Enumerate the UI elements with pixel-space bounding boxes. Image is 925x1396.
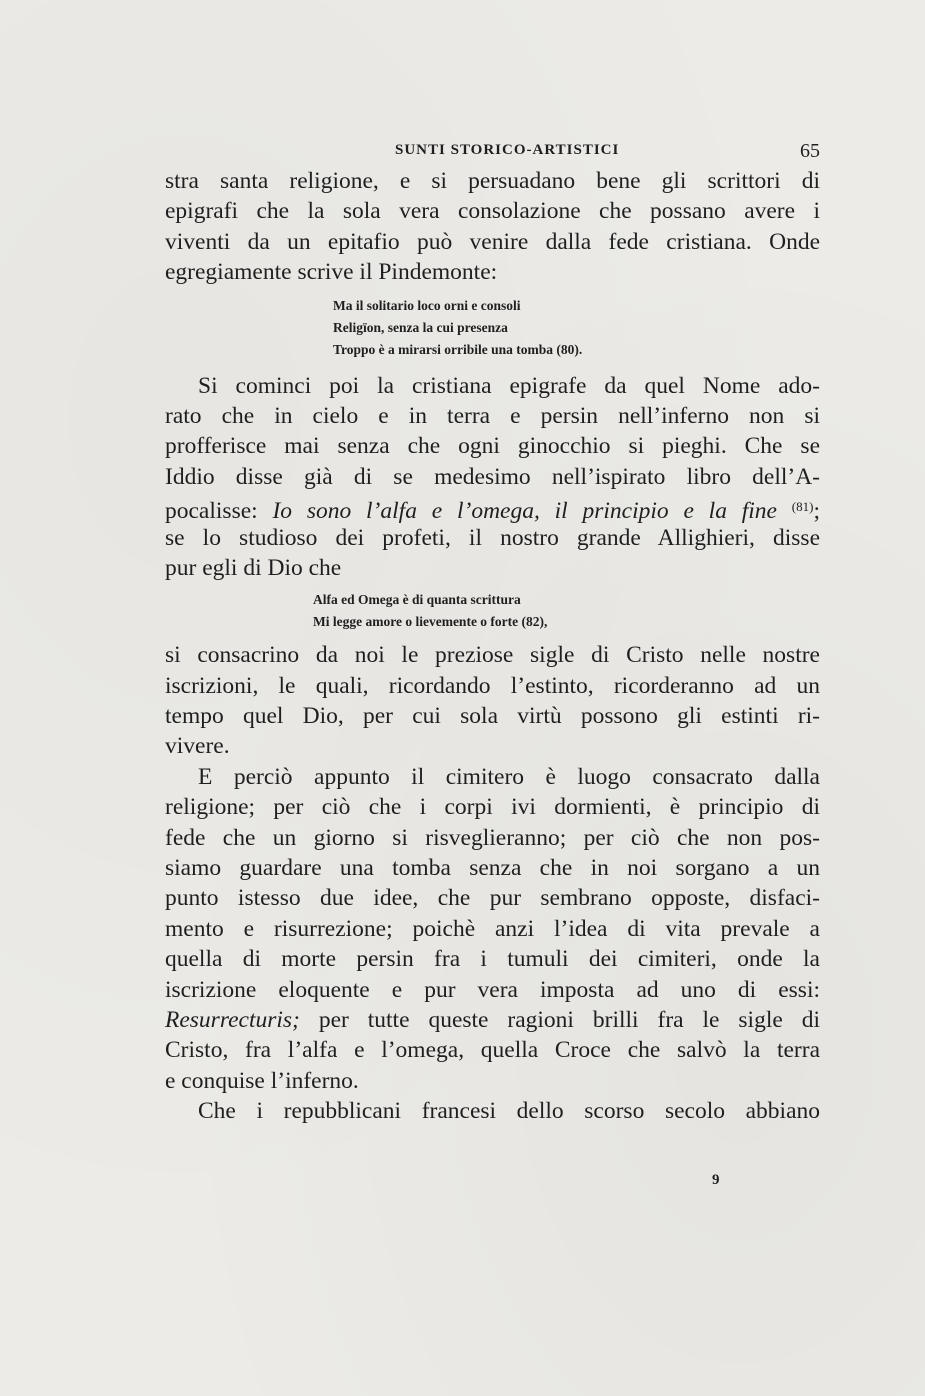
body-text bbox=[165, 166, 820, 1127]
verse-line: Troppo è a mirarsi orribile una tomba (80). bbox=[333, 341, 583, 357]
text-line: religione; per ciò che i corpi ivi dormienti, è principio di bbox=[165, 794, 820, 821]
text-line: mento e risurrezione; poichè anzi l’idea di vita prevale a bbox=[165, 915, 820, 942]
text-line: se lo studioso dei profeti, il nostro grande Allighieri, disse bbox=[165, 524, 820, 551]
text-line: egregiamente scrive il Pindemonte: bbox=[165, 259, 498, 286]
text-line bbox=[165, 492, 820, 522]
text-fragment: per tutte queste ragioni brilli fra le sigle di bbox=[299, 1006, 820, 1033]
verse-line: Ma il solitario loco orni e consoli bbox=[333, 297, 521, 313]
text-line: iscrizioni, le quali, ricordando l’estinto, ricorderanno ad un bbox=[165, 672, 820, 699]
text-line: pur egli di Dio che bbox=[165, 554, 342, 581]
verse-quote-dante bbox=[165, 589, 820, 633]
text-line: Cristo, fra l’alfa e l’omega, quella Croce che salvò la terra bbox=[165, 1037, 820, 1064]
italic-word: Resurrecturis; bbox=[165, 1006, 300, 1033]
text-line: quella di morte persin fra i tumuli dei cimiteri, onde la bbox=[165, 946, 820, 973]
text-line: siamo guardare una tomba senza che in noi sorgano a un bbox=[165, 855, 820, 882]
text-line: e conquise l’inferno. bbox=[165, 1067, 359, 1094]
text-line: iscrizione eloquente e pur vera imposta ad uno di essi: bbox=[165, 976, 820, 1003]
text-line: viventi da un epitafio può venire dalla fede cristiana. Onde bbox=[165, 228, 820, 255]
text-line: E perciò appunto il cimitero è luogo consacrato dalla bbox=[198, 763, 820, 790]
verse-line: Alfa ed Omega è di quanta scrittura bbox=[313, 592, 521, 608]
text-line: punto istesso due idee, che pur sembrano opposte, disfaci- bbox=[165, 885, 820, 912]
text-line: Che i repubblicani francesi dello scorso secolo abbiano bbox=[198, 1098, 820, 1125]
verse-line: Mi legge amore o lievemente o forte (82), bbox=[313, 614, 548, 630]
italic-quote: Io sono l’alfa e l’omega, il principio e la fine bbox=[272, 498, 777, 523]
verse-quote-pindemonte bbox=[165, 295, 820, 361]
text-line: fede che un giorno si risveglieranno; per ciò che non pos- bbox=[165, 824, 820, 851]
footnote-ref: (81) bbox=[791, 499, 814, 515]
text-line: profferisce mai senza che ogni ginocchio si pieghi. Che se bbox=[165, 433, 820, 460]
text-line: stra santa religione, e si persuadano bene gli scrittori di bbox=[165, 168, 820, 194]
page-header bbox=[165, 140, 820, 164]
text-line: Si cominci poi la cristiana epigrafe da quel Nome ado- bbox=[198, 372, 820, 399]
text-line bbox=[165, 1005, 820, 1035]
text-line: rato che in cielo e in terra e persin nell’inferno non si bbox=[165, 402, 820, 429]
signature-mark: 9 bbox=[712, 1172, 720, 1188]
running-head: SUNTI STORICO-ARTISTICI bbox=[395, 142, 620, 158]
text-fragment: pocalisse: bbox=[165, 498, 273, 523]
text-line: si consacrino da noi le preziose sigle di Cristo nelle nostre bbox=[165, 642, 820, 669]
verse-line: Religïon, senza la cui presenza bbox=[333, 319, 508, 335]
text-line: epigrafi che la sola vera consolazione che possano avere i bbox=[165, 198, 820, 225]
text-line: Iddio disse già di se medesimo nell’ispirato libro dell’A- bbox=[165, 463, 820, 490]
text-line: vivere. bbox=[165, 733, 230, 760]
text-fragment: ; bbox=[813, 498, 820, 523]
text-line: tempo quel Dio, per cui sola virtù possono gli estinti ri- bbox=[165, 703, 820, 730]
page-number: 65 bbox=[800, 140, 820, 162]
